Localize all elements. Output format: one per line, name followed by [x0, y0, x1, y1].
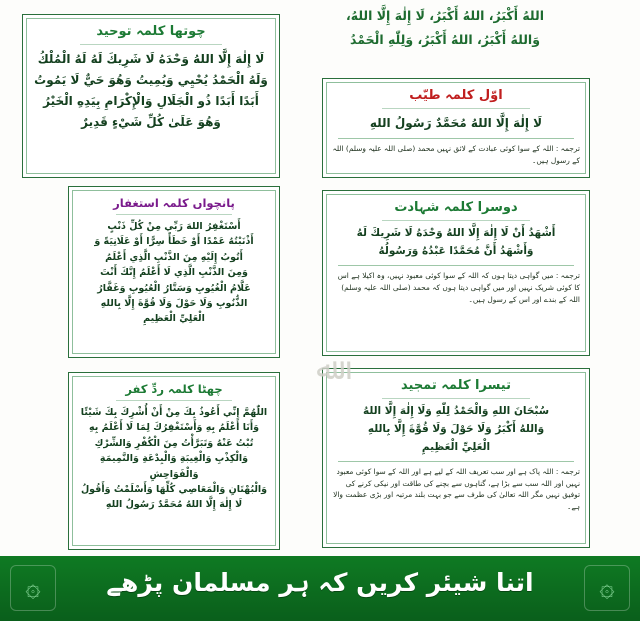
arabic-line: وَلَهُ الْحَمْدُ يُحْيِي وَيُمِيتُ وَهُوَ حَيٌّ لَا يَمُوتُ: [34, 73, 268, 88]
arabic-line: وَالْكِذْبِ وَالْغِيبَةِ وَالْبِدْعَةِ وَالنَّمِيمَةِ وَالْفَوَاحِشِ: [99, 453, 249, 480]
share-banner: [0, 556, 640, 621]
arabic-line: الْعَلِيِّ الْعَظِيمِ: [421, 440, 491, 453]
translation-divider: [338, 138, 574, 139]
arabic-line: أَشْهَدُ أَنْ لَا إِلٰهَ إِلَّا اللهُ وَحْدَهُ لَا شَرِيكَ لَهُ: [356, 227, 556, 240]
ornament-left-icon: ۞: [10, 565, 56, 611]
card-translation: ترجمہ : اللہ کے سوا کوئی عبادت کے لائق نہیں محمد (صلی اللہ علیہ وسلم) اللہ کے رسول ہیں۔: [332, 144, 580, 166]
card-arabic-body: [332, 113, 580, 134]
ornament-right-icon: ۞: [584, 565, 630, 611]
arabic-line: اللّٰهُمَّ إِنِّي أَعُوذُ بِكَ مِنْ أَنْ أُشْرِكَ بِكَ شَيْئًا: [80, 407, 268, 419]
title-divider: [382, 398, 531, 399]
card-title: پانچواں کلمہ استغفار: [113, 196, 235, 210]
title-divider: [116, 400, 231, 401]
card-arabic-body: [78, 405, 270, 513]
arabic-line: وَهُوَ عَلَىٰ كُلِّ شَيْءٍ قَدِيرٌ: [81, 115, 221, 130]
arabic-line: وَأَنَا أَعْلَمُ بِهِ وَأَسْتَغْفِرُكَ لِمَا لَا أَعْلَمُ بِهِ: [88, 422, 260, 434]
calligraphy-watermark-icon: ﷲ: [316, 351, 334, 387]
arabic-line: أَبَدًا أَبَدًا ذُو الْجَلَالِ وَالْإِكْرَامِ بِيَدِهِ الْخَيْرُ: [43, 94, 259, 109]
arabic-line: لَا إِلٰهَ إِلَّا اللهُ مُحَمَّدٌ رَسُولُ اللهِ: [105, 499, 243, 511]
card-inner: [326, 194, 586, 352]
kalima-card-tamjeed: [322, 368, 590, 548]
translation-divider: [338, 461, 574, 462]
arabic-line: سُبْحَانَ اللهِ وَالْحَمْدُ لِلّٰهِ وَلَا إِلٰهَ إِلَّا اللهُ: [362, 405, 550, 418]
card-translation: ترجمہ : اللہ پاک ہے اور سب تعریف اللہ کے لیے ہے اور اللہ کے سوا کوئی معبود نہیں اور اللہ سب سے بڑا ہے، گناہوں سے بچنے کی طاقت اور نیکی کرنے کی توفیق نہیں مگر اللہ تعالیٰ کی طرف سے جو بہت بلند مرتبہ اور بڑی عظمت والا ہے۔: [333, 466, 580, 512]
card-inner: [72, 376, 276, 546]
arabic-line: عَلَّامُ الْغُيُوبِ وَسَتَّارُ الْعُيُوبِ وَغَفَّارُ: [97, 282, 251, 294]
kalima-card-tayyab: [322, 78, 590, 178]
arabic-line: وَمِنَ الذَّنْبِ الَّذِي لَا أَعْلَمُ إِنَّكَ أَنْتَ: [100, 267, 248, 279]
card-inner: [326, 372, 586, 544]
title-divider: [382, 108, 531, 109]
card-translation: ترجمہ : میں گواہی دیتا ہوں کہ اللہ کے سوا کوئی معبود نہیں، وہ اکیلا ہے اس کا کوئی شریک نہیں اور میں گواہی دیتا ہوں کہ محمد (صلی اللہ علیہ وسلم) اللہ کے بندے اور اس کے رسول ہیں۔: [337, 270, 580, 304]
kalima-card-tawheed: [22, 14, 280, 178]
translation-divider: [338, 265, 574, 266]
card-inner: [26, 18, 276, 174]
kalima-card-istighfar: [68, 186, 280, 358]
title-divider: [382, 220, 531, 221]
card-arabic-body: [32, 49, 270, 133]
takbir-header: [300, 4, 590, 52]
arabic-line: أَتُوبُ إِلَيْهِ مِنَ الذَّنْبِ الَّذِي أَعْلَمُ: [105, 251, 243, 263]
kalima-card-radd-kufr: [68, 372, 280, 550]
arabic-line: لَا إِلٰهَ إِلَّا اللهُ مُحَمَّدٌ رَسُولُ اللهِ: [369, 116, 543, 131]
arabic-line: أَسْتَغْفِرُ اللهَ رَبِّي مِنْ كُلِّ ذَنْبٍ: [107, 221, 241, 233]
takbir-line-1: اللهُ أَكْبَرُ، اللهُ أَكْبَرُ، لَا إِلٰهَ إِلَّا اللهُ،: [345, 8, 545, 23]
card-inner: [72, 190, 276, 354]
arabic-line: تُبْتُ عَنْهُ وَتَبَرَّأْتُ مِنَ الْكُفْرِ وَالشِّرْكِ: [94, 437, 254, 449]
card-title: چھٹا کلمہ ردِّ کفر: [125, 382, 223, 396]
card-arabic-body: [332, 225, 580, 261]
title-divider: [116, 214, 231, 215]
card-arabic-body: [332, 403, 580, 457]
arabic-line: أَذْنَبْتُهُ عَمْدًا أَوْ خَطَأً سِرًّا أَوْ عَلَانِيَةً وَ: [94, 236, 254, 248]
kalima-card-shahadat: [322, 190, 590, 356]
card-title: چوتھا کلمہ توحید: [96, 24, 206, 39]
arabic-line: وَالْبُهْتَانِ وَالْمَعَاصِي كُلِّهَا وَأَسْلَمْتُ وَأَقُولُ: [80, 483, 268, 495]
card-title: اوّل کلمہ طیّب: [409, 88, 503, 103]
share-banner-text: اتنا شیئر کریں کہ ہر مسلمان پڑھے: [106, 568, 534, 597]
card-arabic-body: [78, 219, 270, 327]
arabic-line: الْعَلِيِّ الْعَظِيمِ: [143, 313, 205, 325]
takbir-line-2: وَاللهُ أَكْبَرُ، اللهُ أَكْبَرُ، وَلِلّٰهِ الْحَمْدُ: [350, 31, 540, 47]
arabic-line: الذُّنُوبِ وَلَا حَوْلَ وَلَا قُوَّةَ إِلَّا بِاللهِ: [100, 297, 248, 309]
title-divider: [80, 44, 223, 45]
arabic-line: لَا إِلٰهَ إِلَّا اللهُ وَحْدَهُ لَا شَرِيكَ لَهُ لَهُ الْمُلْكُ: [37, 52, 265, 67]
card-title: تیسرا کلمہ تمجید: [401, 378, 511, 393]
card-inner: [326, 82, 586, 174]
card-title: دوسرا کلمہ شہادت: [394, 200, 518, 215]
arabic-line: وَاللهُ أَكْبَرُ وَلَا حَوْلَ وَلَا قُوَّةَ إِلَّا بِاللهِ: [367, 423, 545, 436]
arabic-line: وَأَشْهَدُ أَنَّ مُحَمَّدًا عَبْدُهُ وَرَسُولُهُ: [378, 245, 534, 258]
